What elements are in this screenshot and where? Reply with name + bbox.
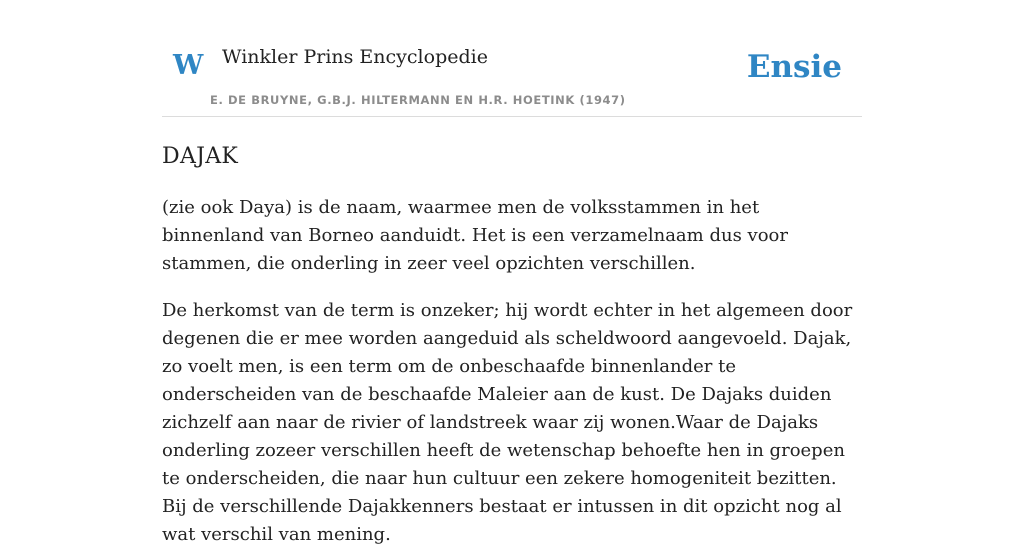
source-authors: E. DE BRUYNE, G.B.J. HILTERMANN EN H.R. HOETINK (1947): [210, 93, 626, 107]
encyclopedia-logo-icon: W: [173, 50, 204, 81]
source-title[interactable]: Winkler Prins Encyclopedie: [222, 46, 488, 68]
article-paragraph: De herkomst van de term is onzeker; hij wordt echter in het algemeen door degenen die er mee worden aangeduid als scheldwoord aangevoeld. Dajak, zo voelt men, is een term om de onbeschaafde binnenlander te onderscheiden van de beschaafde Maleier aan de kust. De Dajaks duiden zichzelf aan naar de rivier of landstreek waar zij wonen.Waar de Dajaks onderling zozeer verschillen heeft de wetenschap behoefte hen in groepen te onderscheiden, die naar hun cultuur een zekere homogeniteit bezitten. Bij de verschillende Dajakkenners bestaat er intussen in dit opzicht nog al wat verschil van mening.: [162, 300, 853, 545]
article-title: DAJAK: [162, 144, 239, 169]
source-header: [162, 0, 862, 117]
page: [162, 0, 862, 549]
ensie-logo-link[interactable]: Ensie: [746, 49, 842, 85]
article-paragraph: (zie ook Daya) is de naam, waarmee men de volksstammen in het binnenland van Borneo aanduidt. Het is een verzamelnaam dus voor stammen, die onderling in zeer veel opzichten verschillen.: [162, 197, 788, 274]
